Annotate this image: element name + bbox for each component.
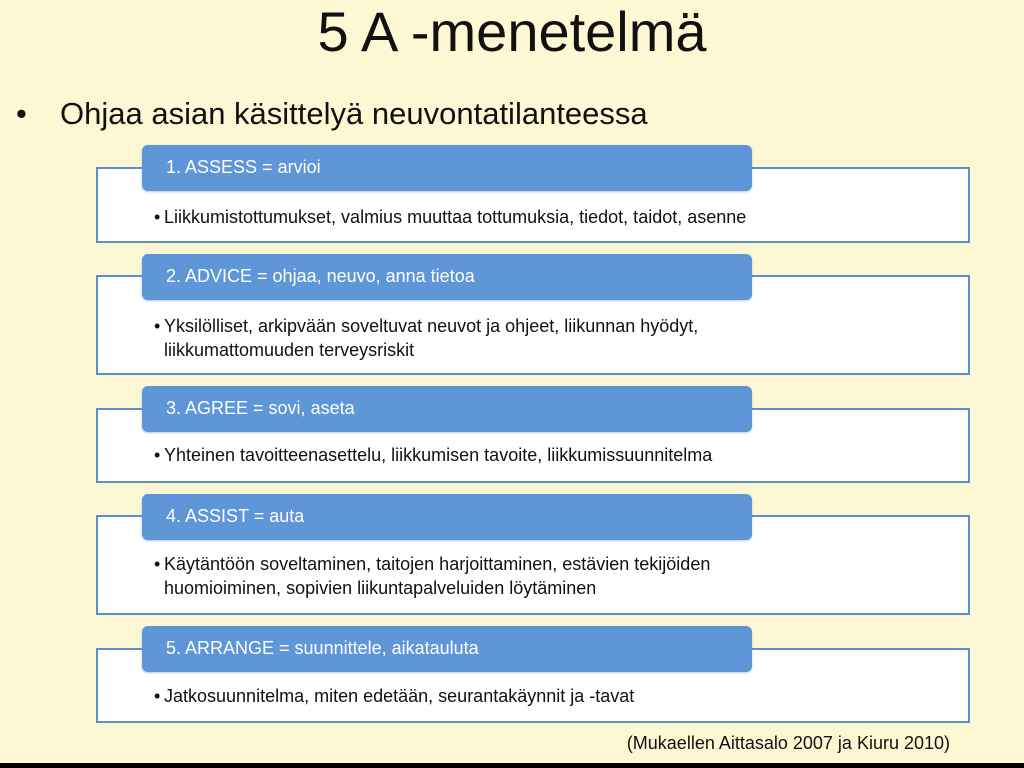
step-arrange-bullet: • [154,686,161,706]
intro-bullet-text: Ohjaa asian käsittelyä neuvontatilanteessa [60,96,648,131]
step-advice-bullet: • [154,316,161,336]
step-arrange-header: 5. ARRANGE = suunnittele, aikatauluta [142,626,752,672]
step-assist-body [154,552,948,600]
bullet-marker: • [16,96,27,131]
step-arrange-body [154,684,948,708]
step-assess-body [154,205,948,229]
step-advice-header: 2. ADVICE = ohjaa, neuvo, anna tietoa [142,254,752,300]
step-assist-bullet: • [154,554,161,574]
slide-title: 5 A -menetelmä [317,0,707,63]
citation: (Mukaellen Aittasalo 2007 ja Kiuru 2010) [626,733,950,753]
step-assist-header: 4. ASSIST = auta [142,494,752,540]
step-advice-body [154,314,948,362]
step-agree-bullet: • [154,445,161,465]
bottom-border [0,763,1024,768]
step-assess-bullet: • [154,207,161,227]
step-arrange-text: Jatkosuunnitelma, miten edetään, seurantakäynnit ja -tavat [164,686,635,706]
step-advice-text-line-2: liikkumattomuuden terveysriskit [164,340,415,360]
intro-bullet [16,94,648,134]
step-assess-text: Liikkumistottumukset, valmius muuttaa tottumuksia, tiedot, taidot, asenne [164,207,747,227]
step-agree-header: 3. AGREE = sovi, aseta [142,386,752,432]
step-assess-header: 1. ASSESS = arvioi [142,145,752,191]
step-assist-text-line-1: Käytäntöön soveltaminen, taitojen harjoittaminen, estävien tekijöiden [164,554,711,574]
step-advice-text-line-1: Yksilölliset, arkipvään soveltuvat neuvot ja ohjeet, liikunnan hyödyt, [164,316,699,336]
step-assist-text-line-2: huomioiminen, sopivien liikuntapalveluiden löytäminen [164,578,597,598]
step-agree-text: Yhteinen tavoitteenasettelu, liikkumisen tavoite, liikkumissuunnitelma [164,445,713,465]
step-agree-body [154,443,948,467]
